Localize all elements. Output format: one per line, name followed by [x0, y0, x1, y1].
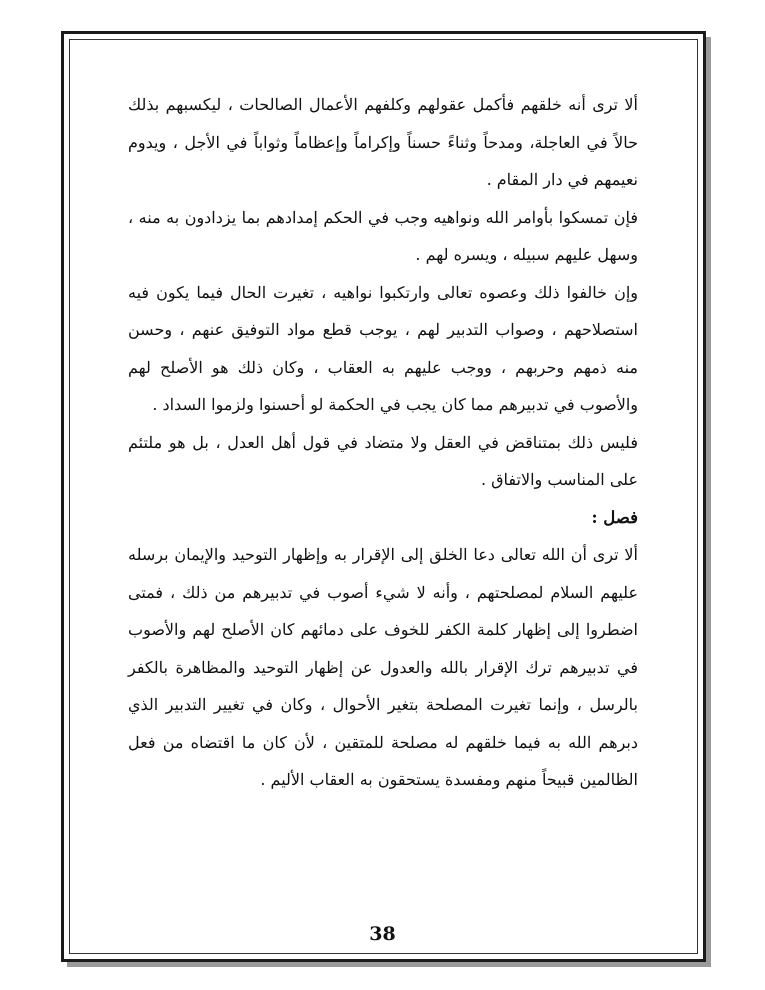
paragraph-1: ألا ترى أنه خلقهم فأكمل عقولهم وكلفهم الأعمال الصالحات ، ليكسبهم بذلك حالاً في العاجلة، ومدحاً وثناءً حسناً وإكراماً وإعظاماً وثواباً في الأجل ، ويدوم نعيمهم في دار المقام .: [128, 95, 638, 189]
paragraph-3: وإن خالفوا ذلك وعصوه تعالى وارتكبوا نواهيه ، تغيرت الحال فيما يكون فيه استصلاحهم ، وصواب التدبير لهم ، يوجب قطع مواد التوفيق عنهم ، وحسن منه ذمهم وحربهم ، ووجب عليهم به العقاب ، وكان ذلك هو الأصلح لهم والأصوب في تدبيرهم مما كان يجب في الحكمة لو أحسنوا ولزموا السداد .: [128, 282, 638, 414]
section-heading: فصل :: [591, 507, 638, 527]
section-paragraph: ألا ترى أن الله تعالى دعا الخلق إلى الإقرار به وإظهار التوحيد والإيمان برسله عليهم السلام لمصلحتهم ، وأنه لا شيء أصوب في تدبيرهم من ذلك ، فمتى اضطروا إلى إظهار كلمة الكفر للخوف على دمائهم كان الأصلح لهم والأصوب في تدبيرهم ترك الإقرار بالله والعدول عن إظهار التوحيد والمظاهرة بالكفر بالرسل ، وإنما تغيرت المصلحة بتغير الأحوال ، وكان في تغيير التدبير الذي دبرهم الله به فيما خلقهم له مصلحة للمتقين ، لأن كان ما اقتضاه من فعل الظالمين قبيحاً منهم ومفسدة يستحقون به العقاب الأليم .: [128, 545, 638, 789]
page-frame-shadow-right: [706, 37, 711, 967]
paragraph-2: فإن تمسكوا بأوامر الله ونواهيه وجب في الحكم إمدادهم بما يزدادون به منه ، وسهل عليهم سبيله ، ويسره لهم .: [128, 207, 638, 264]
page-number: 38: [369, 923, 396, 945]
paragraph-4: فليس ذلك بمتناقض في العقل ولا متضاد في قول أهل العدل ، بل هو ملتئم على المناسب والاتفاق .: [128, 432, 638, 489]
page-body-text: [128, 86, 638, 799]
page-frame-shadow-bottom: [67, 962, 711, 967]
